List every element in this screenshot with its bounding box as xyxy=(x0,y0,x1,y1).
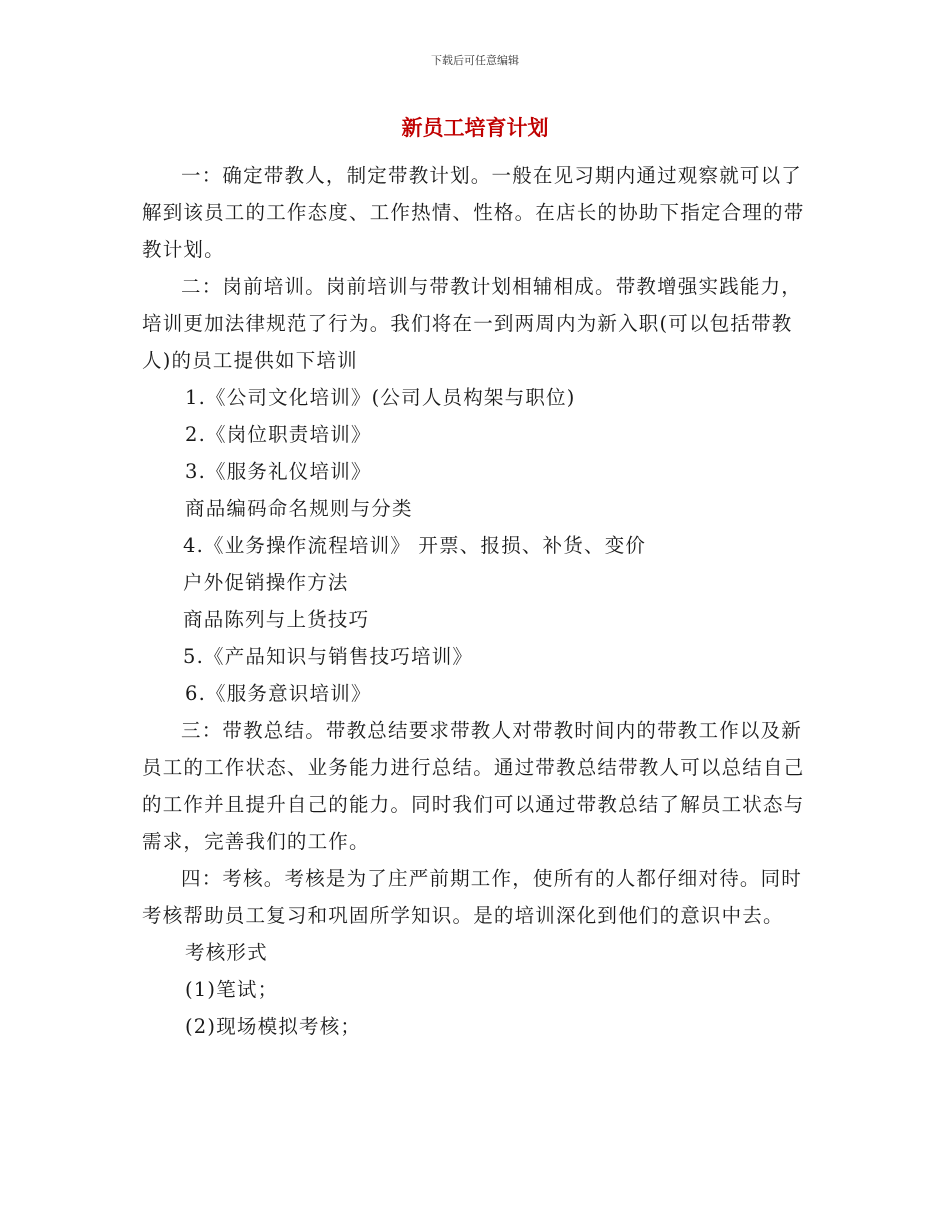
list-item: 户外促销操作方法 xyxy=(183,571,349,594)
paragraph-3: 三：带教总结。带教总结要求带教人对带教时间内的带教工作以及新员工的工作状态、业务能力进行总结。通过带教总结带教人可以总结自己的工作并且提升自己的能力。同时我们可以通过带教总结了解员工状态与需求，完善我们的工作。 xyxy=(142,719,805,853)
assessment-item: (1)笔试； xyxy=(185,978,279,1001)
list-item: 4.《业务操作流程培训》 开票、报损、补货、变价 xyxy=(183,534,647,557)
list-item: 商品编码命名规则与分类 xyxy=(185,497,413,520)
list-item: 1.《公司文化培训》(公司人员构架与职位) xyxy=(185,386,576,409)
document-body xyxy=(142,157,808,1045)
document-title: 新员工培育计划 xyxy=(401,116,549,140)
list-item: 3.《服务礼仪培训》 xyxy=(185,460,372,483)
assessment-item: (2)现场模拟考核； xyxy=(185,1015,362,1038)
list-item: 2.《岗位职责培训》 xyxy=(185,423,372,446)
page-header-note: 下载后可任意编辑 xyxy=(431,54,519,67)
paragraph-1: 一：确定带教人，制定带教计划。一般在见习期内通过观察就可以了解到该员工的工作态度、工作热情、性格。在店长的协助下指定合理的带教计划。 xyxy=(142,164,805,261)
paragraph-4: 四：考核。考核是为了庄严前期工作，使所有的人都仔细对待。同时考核帮助员工复习和巩固所学知识。是的培训深化到他们的意识中去。 xyxy=(142,867,803,927)
paragraph-2: 二：岗前培训。岗前培训与带教计划相辅相成。带教增强实践能力，培训更加法律规范了行为。我们将在一到两周内为新入职(可以包括带教人)的员工提供如下培训 xyxy=(142,275,803,372)
list-item: 商品陈列与上货技巧 xyxy=(183,608,370,631)
list-item: 5.《产品知识与销售技巧培训》 xyxy=(183,645,474,668)
list-item: 6.《服务意识培训》 xyxy=(185,682,372,705)
assessment-heading: 考核形式 xyxy=(185,941,268,964)
